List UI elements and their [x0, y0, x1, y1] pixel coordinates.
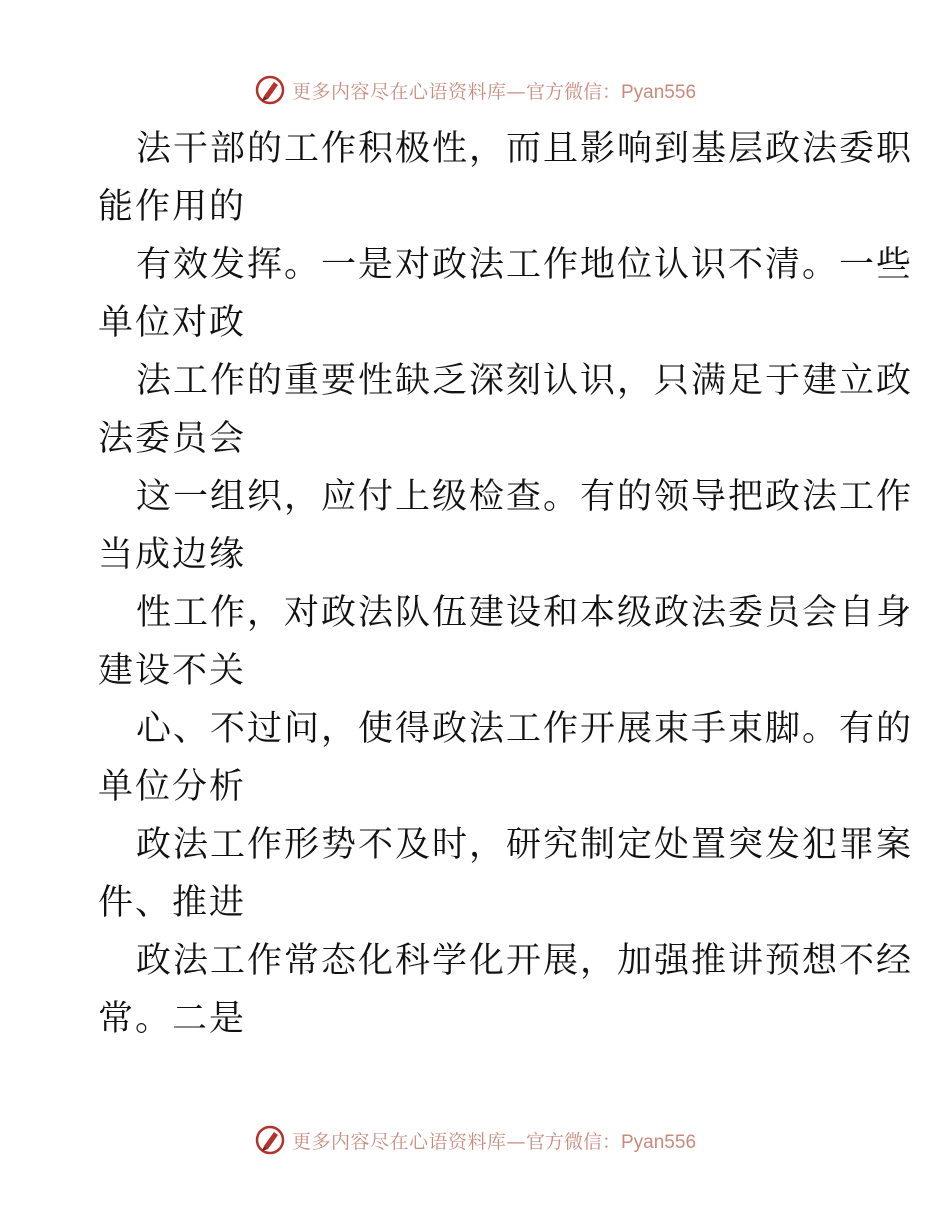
document-body	[98, 120, 914, 1048]
line-text: 有效发挥。一是对政法工作地位认识不清。一些	[136, 245, 914, 285]
header-wechat-text: 官方微信：Pyan556	[526, 81, 697, 103]
paragraph-line	[98, 816, 914, 932]
paragraph-line	[98, 120, 914, 236]
pen-logo-icon	[254, 74, 286, 106]
line-text: 单位对政	[98, 303, 247, 343]
paragraph-line	[98, 236, 914, 352]
line-text: 政法工作常态化科学化开展，加强推讲预想不经	[136, 941, 914, 981]
paragraph-line	[98, 700, 914, 816]
line-text: 性工作，对政法队伍建设和本级政法委员会自身	[136, 593, 914, 633]
footer-banner	[0, 1120, 950, 1160]
line-text: 法干部的工作积极性，而且影响到基层政法委职	[136, 129, 914, 169]
line-text: 单位分析	[98, 767, 247, 807]
paragraph-line	[98, 352, 914, 468]
paragraph-line	[98, 584, 914, 700]
paragraph-line	[98, 932, 914, 1048]
footer-promo-text: 更多内容尽在心语资料库—	[291, 1130, 526, 1153]
line-text: 建设不关	[98, 651, 247, 691]
header-promo-text: 更多内容尽在心语资料库—	[291, 80, 526, 103]
line-text: 常。二是	[98, 999, 247, 1039]
line-text: 件、推进	[98, 883, 247, 923]
paragraph-line	[98, 468, 914, 584]
pen-logo-icon	[254, 1124, 286, 1156]
footer-wechat-text: 官方微信：Pyan556	[526, 1131, 697, 1153]
header-banner	[0, 70, 950, 110]
line-text: 这一组织，应付上级检查。有的领导把政法工作	[136, 477, 914, 517]
line-text: 法工作的重要性缺乏深刻认识，只满足于建立政	[136, 361, 914, 401]
line-text: 心、不过问，使得政法工作开展束手束脚。有的	[136, 709, 914, 749]
line-text: 政法工作形势不及时，研究制定处置突发犯罪案	[136, 825, 914, 865]
line-text: 能作用的	[98, 187, 247, 227]
line-text: 法委员会	[98, 419, 247, 459]
line-text: 当成边缘	[98, 535, 247, 575]
